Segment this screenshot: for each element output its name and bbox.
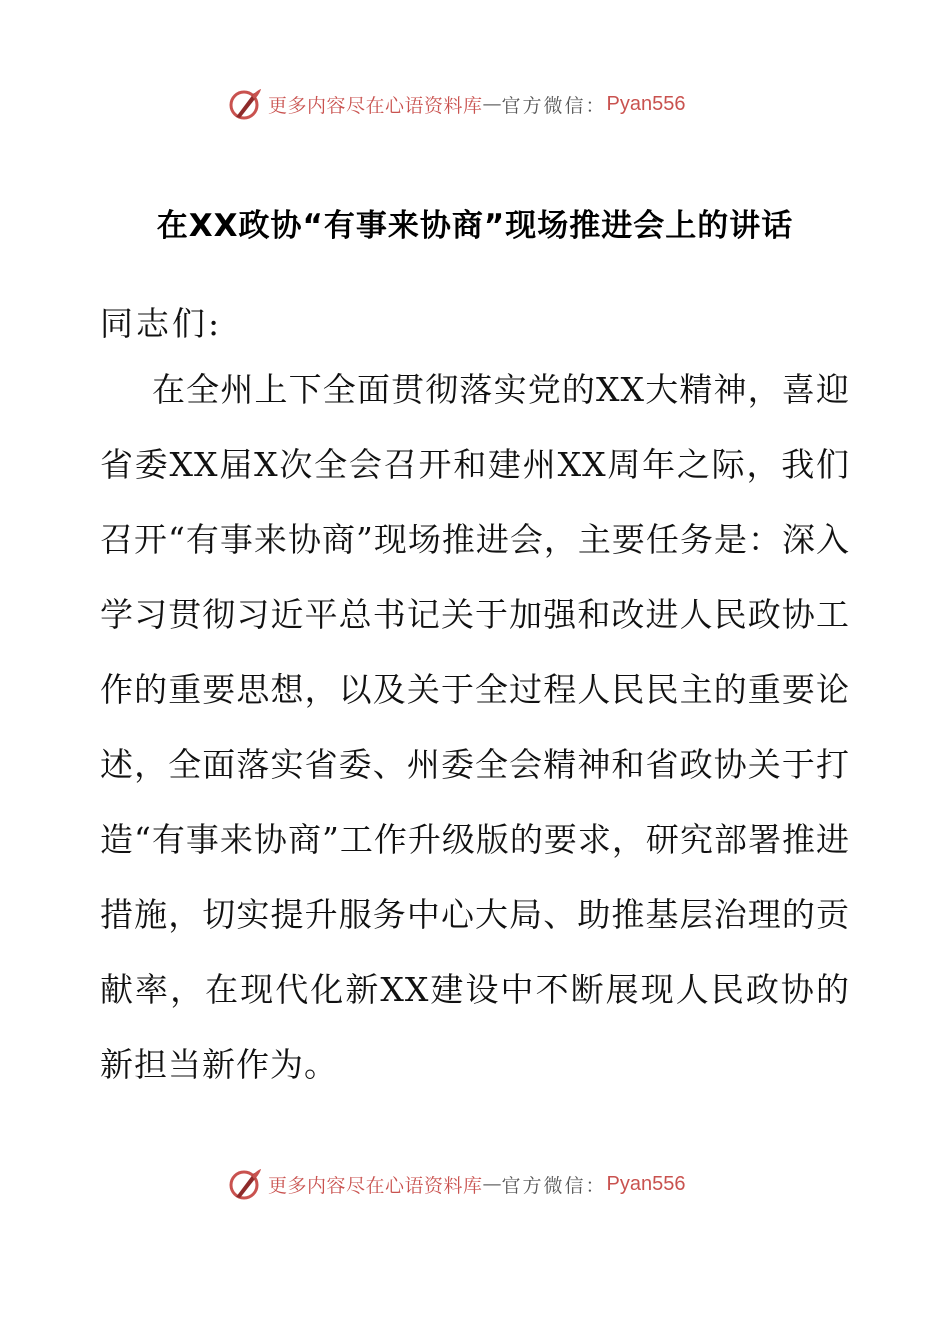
quill-logo-icon [228, 1167, 262, 1201]
wechat-id: Pyan556 [606, 1172, 686, 1195]
greeting: 同志们: [100, 304, 223, 343]
wechat-id: Pyan556 [606, 92, 686, 115]
banner-separator: — [482, 93, 502, 115]
banner-text: 更多内容尽在心语资料库 [268, 94, 483, 117]
body-paragraph: 在全州上下全面贯彻落实党的XX大精神，喜迎省委XX届X次全会召开和建州XX周年之际，我们召开“有事来协商”现场推进会，主要任务是：深入学习贯彻习近平总书记关于加强和改进人民政协工作的重要思想，以及关于全过程人民民主的重要论述，全面落实省委、州委全会精神和省政协关于打造“有事来协商”工作升级版的要求，研究部署推进措施，切实提升服务中心大局、助推基层治理的贡献率，在现代化新XX建设中不断展现人民政协的新担当新作为。 [100, 370, 850, 1084]
banner-text: 更多内容尽在心语资料库 [268, 1174, 483, 1197]
footer-banner [228, 1164, 686, 1204]
wechat-label: 官方微信： [501, 1174, 607, 1197]
wechat-label: 官方微信： [501, 94, 607, 117]
document-title: 在XX政协“有事来协商”现场推进会上的讲话 [156, 208, 794, 244]
quill-logo-icon [228, 87, 262, 121]
header-banner [228, 84, 686, 124]
banner-separator: — [482, 1173, 502, 1195]
